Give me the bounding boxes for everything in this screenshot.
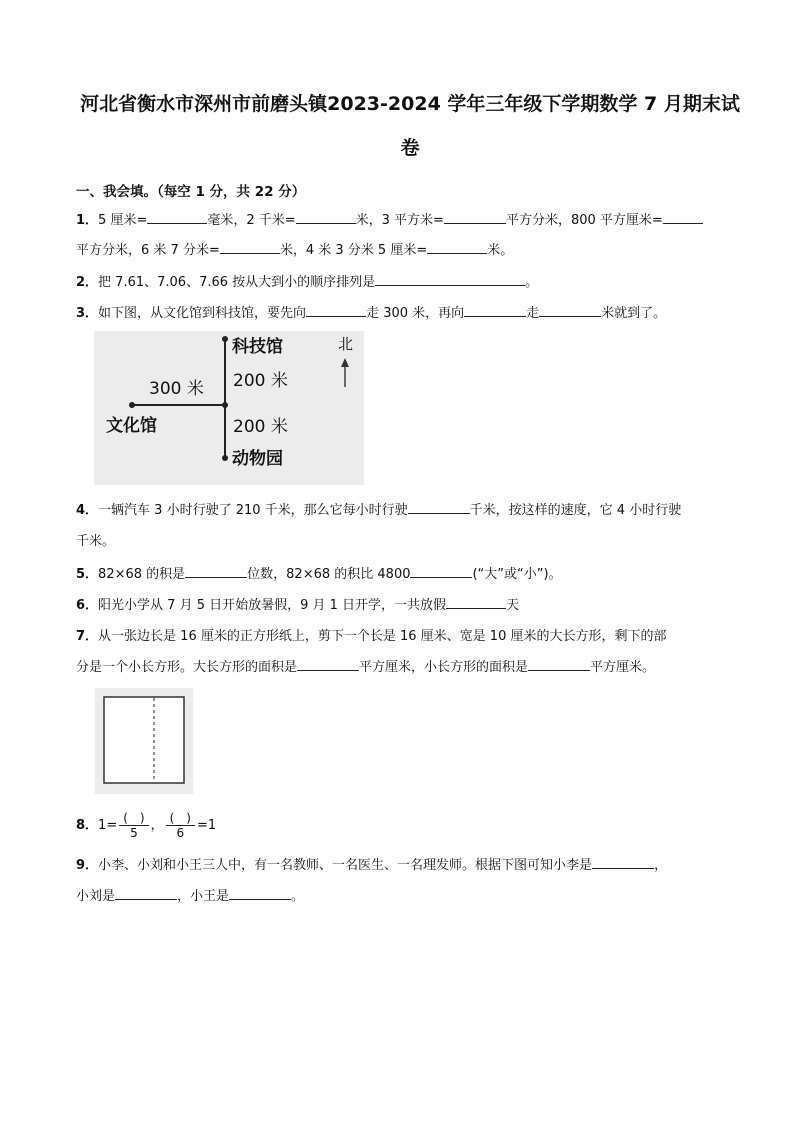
label-300m: 300 米: [149, 379, 204, 399]
zoo-point: [222, 455, 228, 461]
exam-title: [70, 82, 750, 170]
question-1-line-2: 平方分米，6 米 7 分米= 米，4 米 3 分米 5 厘米= 米。: [76, 243, 514, 258]
question-number: 6．: [76, 598, 99, 613]
question-9-line-2: 小刘是 ，小王是 。: [76, 889, 305, 904]
answer-blank[interactable]: [229, 887, 291, 900]
question-number: 7．: [76, 629, 99, 644]
label-culture-center: 文化馆: [106, 416, 157, 436]
answer-blank[interactable]: [220, 241, 280, 254]
question-4-line-2: 千米。: [76, 534, 116, 549]
question-7-line-1: 7．从一张边长是 16 厘米的正方形纸上，剪下一个长是 16 厘米、宽是 10 厘米的大长方形，剩下的部: [76, 629, 667, 644]
label-north: 北: [338, 335, 354, 353]
answer-blank[interactable]: [296, 211, 356, 224]
question-2: 2．把 7.61、7.06、7.66 按从大到小的顺序排列是 。: [76, 275, 539, 290]
question-number: 4．: [76, 503, 99, 518]
answer-blank[interactable]: [375, 273, 525, 286]
question-number: 9．: [76, 858, 99, 873]
answer-blank[interactable]: [528, 658, 590, 671]
question-number: 3．: [76, 306, 99, 321]
answer-blank[interactable]: [185, 565, 247, 578]
square-outline: [104, 697, 184, 783]
fraction-one[interactable]: $\frac{( )}{5}$: [119, 811, 148, 840]
answer-blank[interactable]: [464, 304, 526, 317]
question-number: 8．: [76, 818, 99, 833]
label-zoo: 动物园: [232, 449, 283, 469]
title-line-2: 卷: [400, 137, 420, 159]
culture-point: [129, 402, 135, 408]
question-6: 6．阳光小学从 7 月 5 日开始放暑假，9 月 1 日开学，一共放假 天: [76, 598, 520, 613]
direction-map: [94, 331, 364, 485]
question-5: 5．82×68 的积是 位数，82×68 的积比 4800 (“大”或“小”)。: [76, 567, 562, 582]
fraction-two[interactable]: $\frac{( )}{6}$: [166, 811, 195, 840]
question-number: 1．: [76, 213, 99, 228]
label-200m-top: 200 米: [233, 371, 288, 391]
question-4-line-1: 4．一辆汽车 3 小时行驶了 210 千米，那么它每小时行驶 千米，按这样的速度，它 4 小时行驶: [76, 503, 682, 518]
question-7-line-2: 分是一个小长方形。大长方形的面积是 平方厘米，小长方形的面积是 平方厘米。: [76, 660, 656, 675]
answer-blank[interactable]: [446, 596, 506, 609]
question-number: 2．: [76, 275, 99, 290]
answer-blank[interactable]: [592, 856, 654, 869]
answer-blank[interactable]: [444, 211, 506, 224]
question-9-line-1: 9．小李、小刘和小王三人中，有一名教师、一名医生、一名理发师。根据下图可知小李是 ，: [76, 858, 668, 873]
question-8: 8．1= $\frac{( )}{5}$ ， $\frac{( )}{6}$ =1: [76, 811, 217, 840]
answer-blank[interactable]: [539, 304, 601, 317]
square-paper-figure: [95, 688, 193, 794]
question-1-line-1: 1．5 厘米= 毫米，2 千米= 米，3 平方米= 平方分米，800 平方厘米=: [76, 209, 748, 228]
title-line-1: 河北省衡水市深州市前磨头镇2023-2024 学年三年级下学期数学 7 月期末试: [80, 93, 740, 115]
science-point: [222, 336, 228, 342]
junction-point: [222, 402, 228, 408]
answer-blank[interactable]: [427, 241, 487, 254]
direction-map-figure: [94, 331, 364, 485]
answer-blank[interactable]: [306, 304, 366, 317]
label-science-museum: 科技馆: [232, 337, 283, 357]
answer-blank[interactable]: [408, 501, 470, 514]
question-3: 3．如下图，从文化馆到科技馆，要先向 走 300 米，再向 走 米就到了。: [76, 306, 667, 321]
square-diagram: [95, 688, 193, 794]
answer-blank[interactable]: [663, 211, 703, 224]
answer-blank[interactable]: [410, 565, 472, 578]
answer-blank[interactable]: [115, 887, 177, 900]
question-number: 5．: [76, 567, 99, 582]
label-200m-bottom: 200 米: [233, 417, 288, 437]
answer-blank[interactable]: [147, 211, 207, 224]
answer-blank[interactable]: [297, 658, 359, 671]
section-heading: 一、我会填。（每空 1 分，共 22 分）: [76, 184, 306, 200]
